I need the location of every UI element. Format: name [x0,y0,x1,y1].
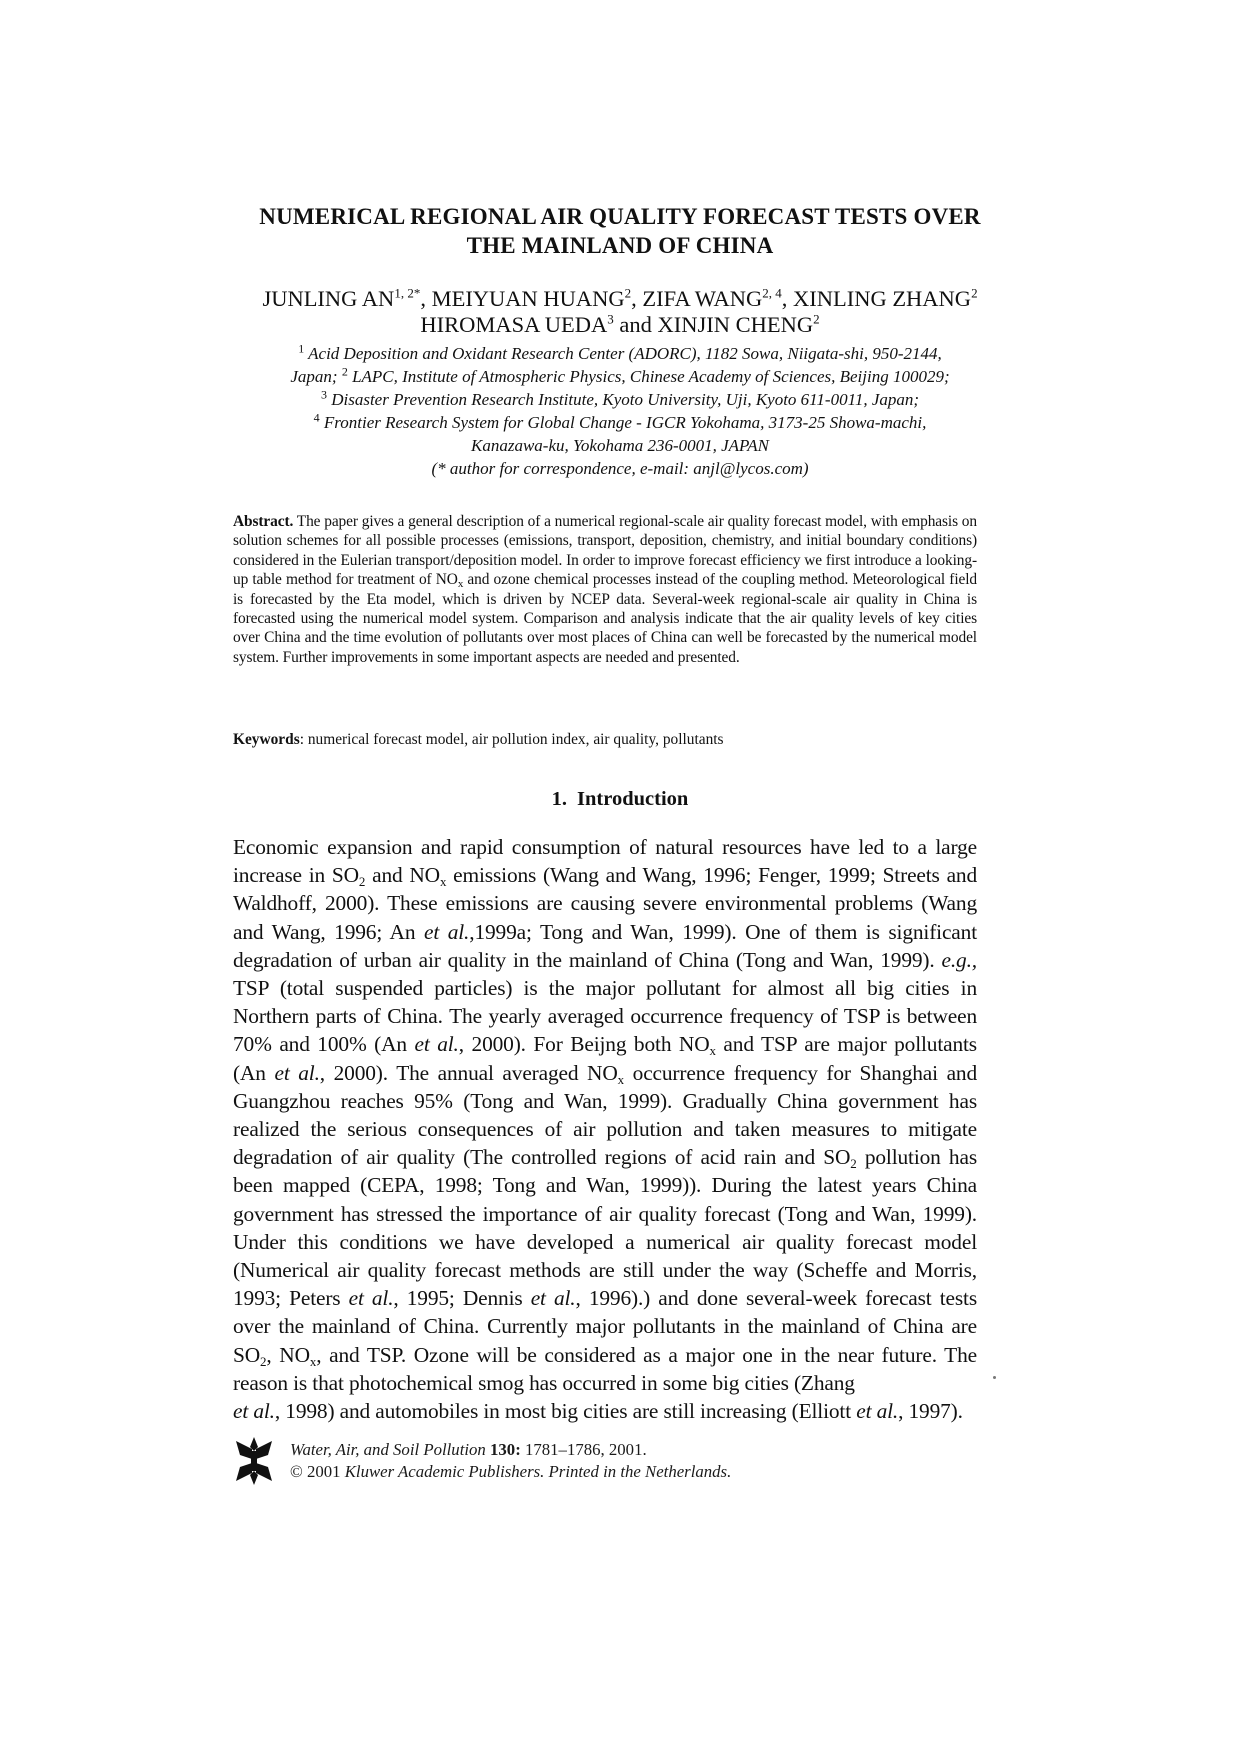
body-text-run: emissions (Wang and Wang, 1996; Fenger, 1999; Streets and Waldhoff, 2000). These emissions are causing severe environmental problems (Wang and Wang, 1996; An [233,863,977,944]
author-name: ZIFA WANG [642,286,763,311]
affiliation-line [200,365,1040,388]
abstract-text: and ozone chemical processes instead of the coupling method. Meteorological field is forecasted by the Eta model, which is driven by NCEP data. Several-week regional-scale air quality in China is forecasted using the numerical model system. Comparison and analysis indicate that the air quality levels of key cities over China and the time evolution of pollutants over most places of China can well be forecasted by the numerical model system. Further improvements in some important aspects are needed and presented. [233,571,978,666]
affiliation-line [200,388,1040,411]
section-heading [400,787,840,811]
abstract-label: Abstract. [233,513,294,530]
publisher-line: Kluwer Academic Publishers. Printed in the Netherlands. [344,1462,732,1481]
affiliation-line [200,411,1040,434]
author-name: MEIYUAN HUANG [431,286,625,311]
body-text-run: occurrence frequency for Shanghai and Guangzhou reaches 95% (Tong and Wan, 1999). Gradually China government has realized the serious consequences of air pollution and taken measures to mitigate degradation of air quality (The controlled regions of acid rain and SO [233,1060,978,1170]
scan-speck [993,1376,996,1379]
body-text-run: , 2000). The annual averaged NO [319,1060,618,1085]
author-affil-mark: 1, 2* [394,285,421,301]
subscript: 2 [358,874,366,890]
author-affil-mark: 2 [813,311,820,327]
affiliation-text: Japan; [290,367,338,386]
section-number: 1. [551,788,568,810]
citation-etal: et al. [348,1286,394,1311]
keywords [233,730,977,749]
citation-etal: et al. [274,1060,320,1085]
body-text-run: and TSP are major pollutants (An [233,1032,977,1085]
subscript: 2 [850,1156,857,1172]
body-text-run: , 1995; Dennis [393,1286,531,1311]
subscript: x [709,1043,716,1059]
journal-volume: 130: [490,1440,521,1459]
author-name: HIROMASA UEDA [420,312,608,337]
author-name: XINJIN CHENG [657,312,814,337]
affiliation-line [200,342,1040,365]
body-text-run: , and TSP. Ozone will be considered as a major one in the near future. The reason is that photochemical smog has occurred in some big cities (Zhang [233,1342,977,1395]
body-text-run: ,1999a; Tong and Wan, 1999). One of them is significant degradation of urban air quality in the mainland of China (Tong and Wan, 1999). [233,919,977,972]
affiliations [200,342,1040,480]
author-conjunction: and [619,312,652,337]
title-line-2: THE MAINLAND OF CHINA [466,233,774,258]
affil-mark: 4 [313,410,320,425]
body-text-run: TSP (total suspended particles) is the major pollutant for almost all big cities in Northern parts of China. The yearly averaged occurrence frequency of TSP is between 70% and 100% (An [233,976,977,1057]
affil-mark: 3 [320,387,327,402]
citation-etal: et al. [233,1399,275,1424]
subscript: x [457,578,464,591]
affil-mark: 1 [298,341,305,356]
subscript: x [439,874,447,890]
body-text-run: , NO [266,1342,310,1367]
keywords-text: : numerical forecast model, air pollution index, air quality, pollutants [299,731,724,748]
citation-etal: et al. [856,1399,899,1424]
body-text-run: , 1996).) and done several-week forecast tests over the mainland of China. Currently major pollutants in the mainland of China are SO [233,1286,978,1367]
body-text-run: pollution has been mapped (CEPA, 1998; Tong and Wan, 1999)). During the latest years China government has stressed the importance of air quality forecast (Tong and Wan, 1999). Under this conditions we have developed a numerical air quality forecast model (Numerical air quality forecast methods are still under the way (Scheffe and Morris, 1993; Peters [233,1145,977,1311]
affiliation-line: Kanazawa-ku, Yokohama 236-0001, JAPAN [471,436,769,455]
journal-pages: 1781–1786, 2001. [524,1440,647,1459]
author-name: XINLING ZHANG [792,286,972,311]
affiliation-text: LAPC, Institute of Atmospheric Physics, Chinese Academy of Sciences, Beijing 100029; [352,367,950,386]
title-line-1: NUMERICAL REGIONAL AIR QUALITY FORECAST TESTS OVER [259,204,981,229]
subscript: x [617,1071,625,1087]
footer-citation [290,1439,990,1483]
body-text-run: , 2000). For Beijng both NO [458,1032,710,1057]
keywords-label: Keywords [233,731,300,748]
author-affil-mark: 2 [624,285,632,301]
citation-etal: et al. [530,1286,576,1311]
kluwer-logo-icon [234,1437,274,1485]
body-text-run: Economic expansion and rapid consumption of natural resources have led to a large increase in SO [233,835,977,888]
body-text-run: , 1997). [898,1399,963,1424]
page-footer [234,1437,994,1497]
paper-title [200,202,1040,260]
body-text-run: , 1998) and automobiles in most big cities are still increasing (Elliott [274,1399,857,1424]
affil-mark: 2 [341,364,348,379]
section-title: Introduction [577,788,689,810]
journal-name: Water, Air, and Soil Pollution [290,1440,486,1459]
copyright-year: © 2001 [290,1462,341,1481]
citation-etal: et al. [423,919,470,944]
introduction-paragraph [233,833,977,1425]
abstract-text: The paper gives a general description of a numerical regional-scale air quality forecast model, with emphasis on solution schemes for all possible processes (emissions, transport, deposition, chemistry, and initial boundary conditions) considered in the Eulerian transport/deposition model. In order to improve forecast efficiency we first introduce a looking-up table method for treatment of NO [233,513,977,589]
body-text-run: and NO [365,863,440,888]
affiliation-text: Frontier Research System for Global Change - IGCR Yokohama, 3173-25 Showa-machi, [323,413,927,432]
citation-etal: et al. [414,1032,459,1057]
subscript: x [309,1353,317,1369]
author-affil-mark: 3 [607,311,614,327]
affiliation-text: Acid Deposition and Oxidant Research Center (ADORC), 1182 Sowa, Niigata-shi, 950-2144, [308,344,942,363]
author-affil-mark: 2, 4 [762,285,782,301]
author-affil-mark: 2 [971,285,978,301]
abstract [233,512,977,667]
author-list: JUNLING $AN^{1, 2*}$, MEIYUAN HUANG$^2$, ZIFA WANG$^{2, 4}$, XINLING ZHANG$^2$ HIROMASA UEDA$^3$ and XINJIN CHENG$^2$ [262,285,978,337]
correspondence-line: (* author for correspondence, e-mail: anjl@lycos.com) [431,459,809,478]
author-name: JUNLING AN [262,286,395,311]
abbrev-eg: e.g., [941,947,977,972]
subscript: 2 [260,1353,267,1369]
affiliation-text: Disaster Prevention Research Institute, Kyoto University, Uji, Kyoto 611-0011, Japan; [331,390,920,409]
